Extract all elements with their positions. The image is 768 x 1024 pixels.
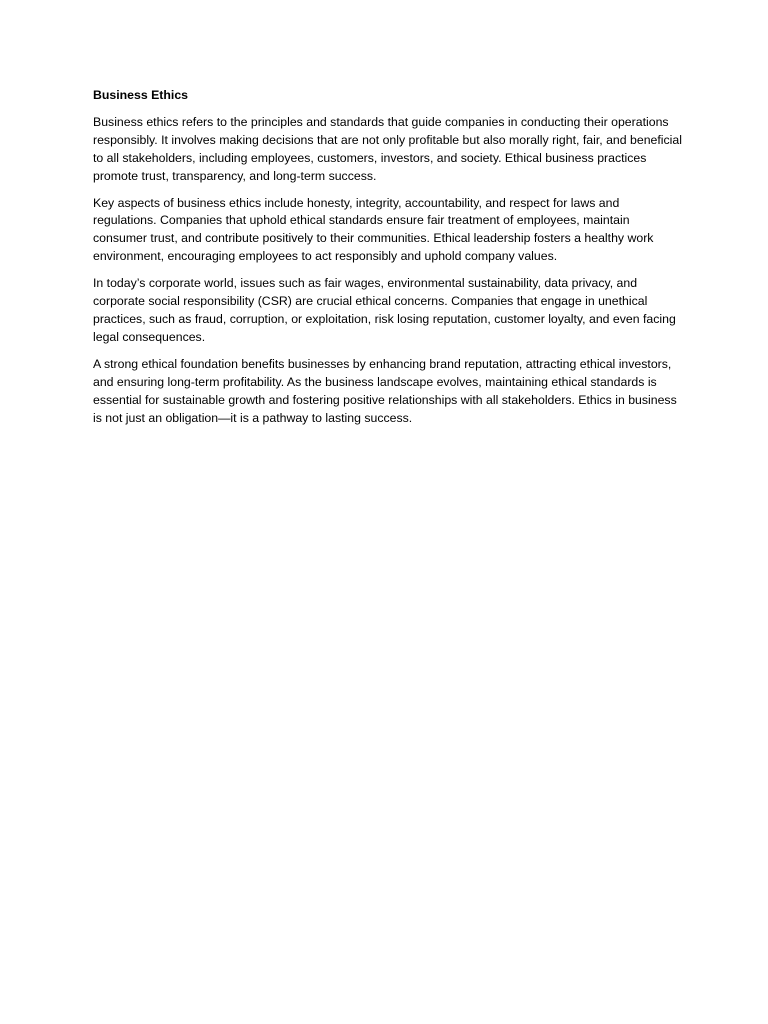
paragraph-key-aspects: Key aspects of business ethics include honesty, integrity, accountability, and respect for laws and regulations. Companies that uphold ethical standards ensure fair treatment of employees, maintain consumer trust, and contribute positively to their communities. Ethical leadership fosters a healthy work environment, encouraging employees to act responsibly and uphold company values. [93,195,654,264]
document-title: Business Ethics [93,88,188,102]
paragraph-ethical-concerns: In today’s corporate world, issues such as fair wages, environmental sustainability, data privacy, and corporate social responsibility (CSR) are crucial ethical concerns. Companies that engage in unethical practices, such as fraud, corruption, or exploitation, risk losing reputation, customer loyalty, and even facing legal consequences. [93,276,676,344]
paragraph-benefits: A strong ethical foundation benefits businesses by enhancing brand reputation, attracting ethical investors, and ensuring long-term profitability. As the business landscape evolves, maintaining ethical standards is essential for sustainable growth and fostering positive relationships with all stakeholders. Ethics in business is not just an obligation—it is a pathway to lasting success. [93,356,677,425]
paragraph-definition: Business ethics refers to the principles and standards that guide companies in conducting their operations responsibly. It involves making decisions that are not only profitable but also morally right, fair, and beneficial to all stakeholders, including employees, customers, investors, and society. Ethical business practices promote trust, transparency, and long-term success. [93,114,682,183]
document-page [93,87,683,436]
